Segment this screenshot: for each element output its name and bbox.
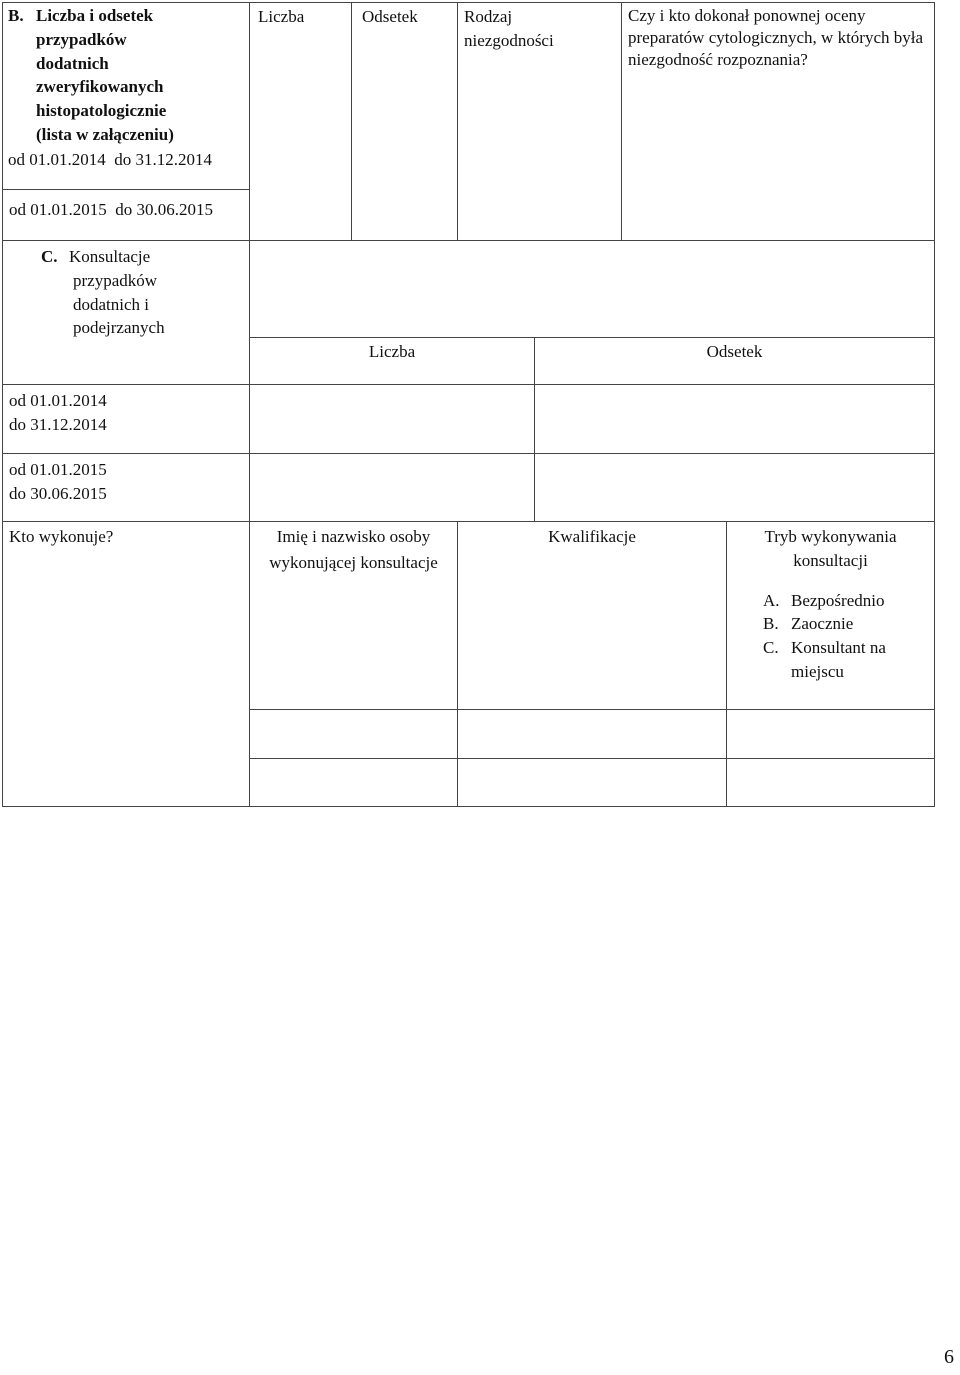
tryb-option <box>763 612 928 636</box>
kto-col-kwalifikacje <box>457 521 727 710</box>
section-b-period-2: od 01.01.2015 do 30.06.2015 <box>9 200 213 219</box>
section-b-col-rodzaj-label: niezgodności <box>464 30 554 50</box>
kto-row-1-tryb[interactable] <box>726 709 935 759</box>
section-c-period-2-liczba[interactable] <box>249 453 535 522</box>
section-b-col-odsetek <box>351 2 458 241</box>
section-c-period-2: do 30.06.2015 <box>9 483 107 503</box>
section-c-period-1: do 31.12.2014 <box>9 414 107 434</box>
section-c-col-odsetek-label: Odsetek <box>706 342 763 361</box>
section-c-period-2-odsetek[interactable] <box>534 453 935 522</box>
kto-row-2-kwalifikacje[interactable] <box>457 758 727 807</box>
tryb-option-marker: A. <box>763 590 780 610</box>
section-b-title-line: przypadków <box>36 29 127 49</box>
section-b-title-line: dodatnich <box>36 53 109 73</box>
section-b-col-liczba <box>249 2 352 241</box>
kto-label-cell <box>2 521 250 807</box>
tryb-option-marker: C. <box>763 638 779 658</box>
kto-col-imie <box>249 521 458 710</box>
kto-col-imie-label: Imię i nazwisko osoby <box>276 527 431 546</box>
tryb-option-label: Zaocznie <box>791 614 854 634</box>
section-b-col-rodzaj <box>457 2 622 241</box>
section-b-col-liczba-label: Liczba <box>258 7 305 26</box>
section-c-title-line: Konsultacje <box>69 247 151 266</box>
section-b-period-1: od 01.01.2014 do 31.12.2014 <box>8 150 212 169</box>
section-b-col-rodzaj-label: Rodzaj <box>464 7 513 26</box>
section-c-marker: C. <box>41 247 58 266</box>
section-c-label-cell <box>2 240 250 385</box>
kto-label: Kto wykonuje? <box>9 527 114 546</box>
section-c-period-2-cell <box>2 453 250 522</box>
section-c-period-1: od 01.01.2014 <box>9 391 107 410</box>
section-b-col-czy-label: Czy i kto dokonał ponownej oceny preparatów cytologicznych, w których była niezgodność rozpoznania? <box>628 6 924 70</box>
section-c-title-line: dodatnich i <box>73 294 150 314</box>
section-b-marker: B. <box>8 6 24 25</box>
section-b-title-line: histopatologicznie <box>36 101 167 121</box>
section-c-period-1-cell <box>2 384 250 454</box>
kto-row-1-imie[interactable] <box>249 709 458 759</box>
tryb-options-list <box>733 589 928 684</box>
kto-col-tryb-label: konsultacji <box>793 550 868 570</box>
kto-row-1-kwalifikacje[interactable] <box>457 709 727 759</box>
tryb-option-marker: B. <box>763 614 779 634</box>
tryb-option <box>763 589 928 613</box>
kto-row-2-imie[interactable] <box>249 758 458 807</box>
kto-col-kwalifikacje-label: Kwalifikacje <box>548 527 636 546</box>
section-c-period-1-liczba[interactable] <box>249 384 535 454</box>
section-c-period-2: od 01.01.2015 <box>9 460 107 479</box>
section-b-col-odsetek-label: Odsetek <box>362 7 418 26</box>
section-c-col-liczba-label: Liczba <box>368 342 416 361</box>
section-c-title-line: podejrzanych <box>73 318 165 338</box>
section-b-title-line: Liczba i odsetek <box>36 6 154 25</box>
section-c-period-1-odsetek[interactable] <box>534 384 935 454</box>
kto-col-tryb <box>726 521 935 710</box>
page-number: 6 <box>944 1346 954 1368</box>
section-c-title-line: przypadków <box>73 270 158 290</box>
section-b-col-czy <box>621 2 935 241</box>
section-c-col-liczba <box>249 337 535 385</box>
tryb-option <box>763 636 928 684</box>
section-b-title-line: zweryfikowanych <box>36 77 164 97</box>
kto-row-2-tryb[interactable] <box>726 758 935 807</box>
kto-col-imie-label: wykonującej konsultacje <box>269 552 438 572</box>
tryb-option-label: Bezpośrednio <box>791 590 885 610</box>
kto-col-tryb-label: Tryb wykonywania <box>764 527 897 546</box>
tryb-option-label: Konsultant na miejscu <box>791 638 886 681</box>
section-b-title <box>8 4 248 147</box>
section-c-col-odsetek <box>534 337 935 385</box>
section-b-period-2-cell <box>2 189 250 241</box>
section-b-title-line: (lista w załączeniu) <box>36 124 174 144</box>
